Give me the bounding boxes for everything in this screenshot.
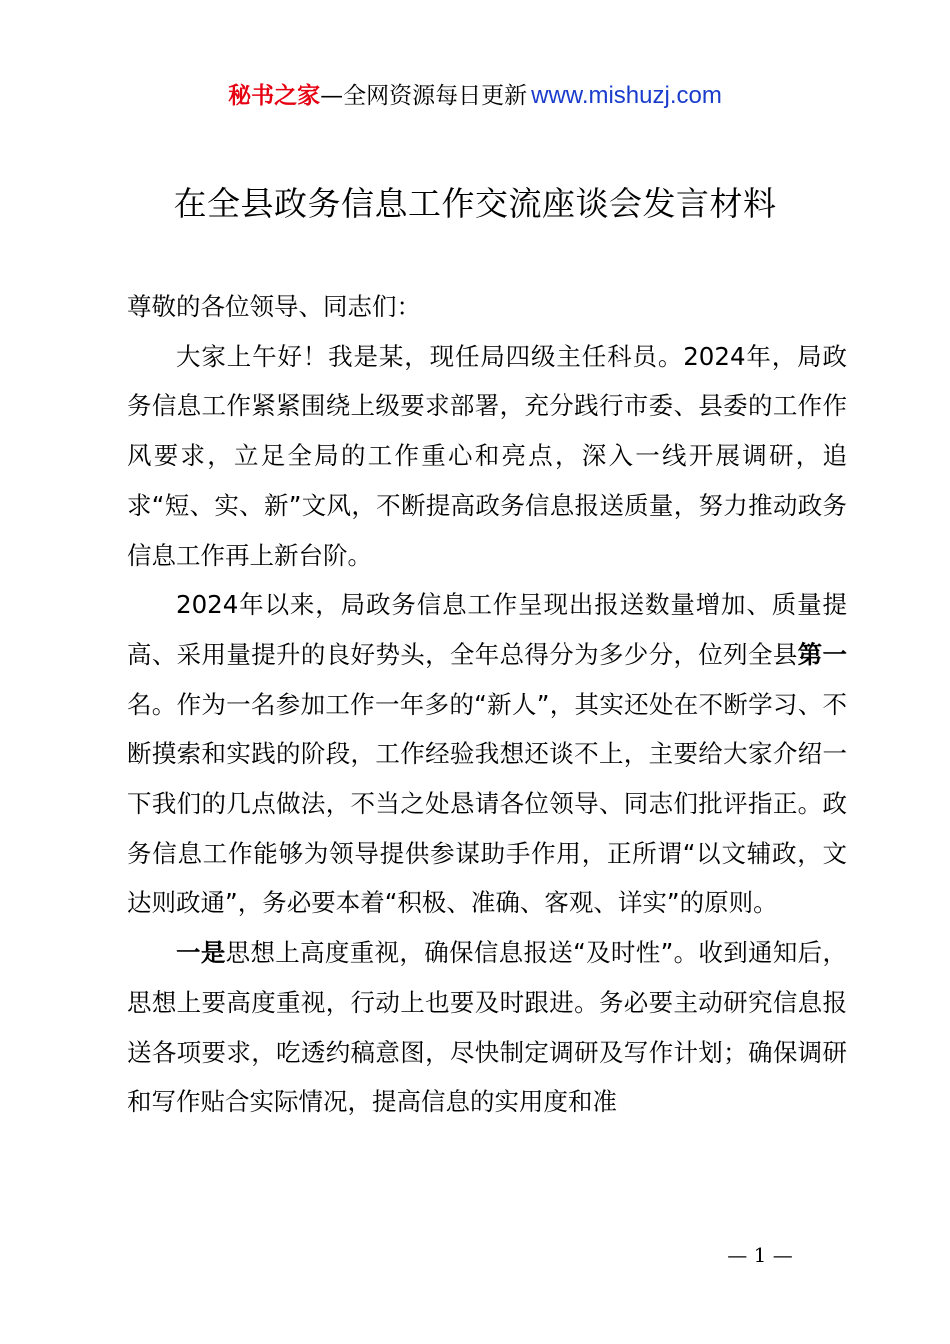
document-body [127,282,847,1127]
brand-name: 秘书之家 [228,83,321,109]
paragraph-3-text: 思想上高度重视，确保信息报送“及时性”。收到通知后，思想上要高度重视，行动上也要及时跟进。务必要主动研究信息报送各项要求，吃透约稿意图，尽快制定调研及写作计划；确保调研和写作贴合实际情况，提高信息的实用度和准 [127,938,847,1117]
salutation: 尊敬的各位领导、同志们： [127,292,421,321]
paragraph-2-text-a: 2024年以来，局政务信息工作呈现出报送数量增加、质量提高、采用量提升的良好势头，全年总得分为多少分，位列全县 [127,590,847,669]
header-dash: — [320,83,344,109]
page-number: — 1 — [727,1243,793,1267]
site-header [0,78,950,114]
header-slogan: 全网资源每日更新 [343,83,528,109]
paragraph-2-text-b: 名。作为一名参加工作一年多的“新人”，其实还处在不断学习、不断摸索和实践的阶段，工作经验我想还谈不上，主要给大家介绍一下我们的几点做法，不当之处恳请各位领导、同志们批评指正。政务信息工作能够为领导提供参谋助手作用，正所谓“以文辅政，文达则政通”，务必要本着“积极、准确、客观、详实”的原则。 [127,689,847,918]
paragraph-3 [127,928,847,1127]
paragraph-1: 大家上午好！我是某，现任局四级主任科员。2024年，局政务信息工作紧紧围绕上级要求部署，充分践行市委、县委的工作作风要求，立足全局的工作重心和亮点，深入一线开展调研，追求“短、实、新”文风，不断提高政务信息报送质量，努力推动政务信息工作再上新台阶。 [127,341,847,570]
document-title: 在全县政务信息工作交流座谈会发言材料 [173,184,777,223]
paragraph-2-bold: 第一 [797,639,848,669]
paragraph-2 [127,580,847,928]
site-url[interactable]: www.mishuzj.com [531,82,722,109]
paragraph-3-bold: 一是 [176,938,226,968]
